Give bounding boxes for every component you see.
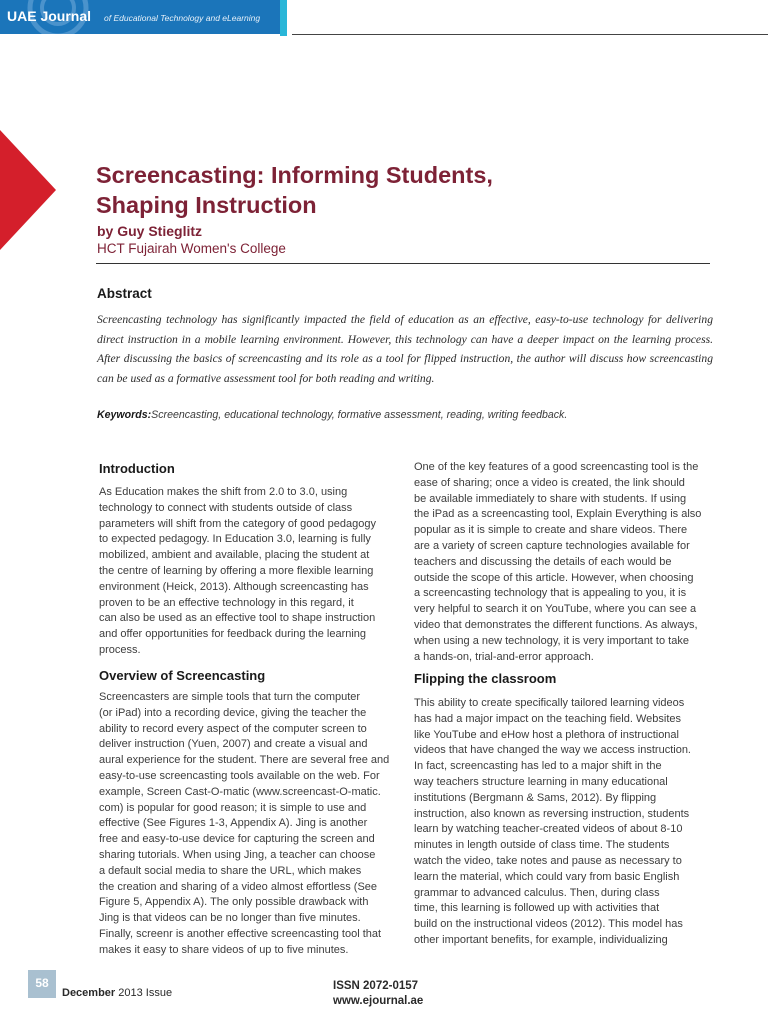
introduction-paragraph: [99, 485, 391, 659]
text-line: This ability to create specifically tailored learning videos: [414, 697, 685, 709]
text-line: parameters will shift from the category of good pedagogy: [99, 517, 376, 530]
text-line: technology to connect with students outside of class: [99, 501, 353, 514]
journal-title: UAE Journal: [7, 8, 92, 24]
text-line: Finally, screenr is another effective screencasting tool that: [99, 927, 382, 940]
article-author: by Guy Stieglitz: [97, 223, 203, 239]
text-line: proven to be an effective technology in this regard, it: [99, 596, 354, 609]
issn-number: ISSN 2072-0157: [333, 980, 419, 992]
issue-date: [62, 987, 172, 999]
text-line: deliver instruction (Yuen, 2007) and create a visual and: [99, 738, 368, 751]
text-line: minutes in length outside of class time. The students: [414, 839, 670, 852]
text-line: watch the video, take notes and pause as necessary to: [414, 854, 682, 867]
journal-header-bar: [0, 0, 280, 34]
text-line: are a variety of screen capture technologies available for: [414, 539, 690, 552]
introduction-heading: Introduction: [99, 461, 175, 476]
text-line: learn the material, which could vary from basic English: [414, 870, 680, 883]
text-line: a hands-on, trial-and-error approach.: [414, 650, 594, 663]
text-line: Screencasters are simple tools that turn the computer: [99, 691, 361, 703]
text-line: has had a major impact on the teaching field. Websites: [414, 712, 682, 725]
text-line: build on the instructional videos (2012). This model has: [414, 918, 683, 931]
title-divider: [96, 263, 710, 264]
header-accent-bar: [280, 0, 287, 36]
text-line: can also be used as an effective tool to shape instruction: [99, 612, 376, 625]
text-line: ability to record every aspect of the computer screen to: [99, 722, 367, 735]
text-line: time, this learning is followed up with activities that: [414, 902, 660, 915]
text-line: effective (See Figures 1-3, Appendix A). Jing is another: [99, 817, 368, 830]
text-line: easy-to-use screencasting tools available on the web. For: [99, 769, 380, 782]
article-title-line-2: Shaping Instruction: [96, 192, 317, 218]
issue-year: 2013 Issue: [115, 987, 173, 999]
article-title: [96, 160, 716, 220]
text-line: a default social media to share the URL, which makes: [99, 864, 362, 877]
text-line: As Education makes the shift from 2.0 to 3.0, using: [99, 486, 348, 498]
text-line: institutions (Bergmann & Sams, 2012). By flipping: [414, 791, 657, 804]
text-line: In fact, screencasting has led to a major shift in the: [414, 760, 662, 773]
keywords-line: [97, 409, 717, 421]
page-number: 58: [35, 976, 49, 990]
text-line: video that demonstrates the different functions. As always,: [414, 618, 698, 631]
text-line: environment (Heick, 2013). Although screencasting has: [99, 580, 369, 593]
text-line: the iPad as a screencasting tool, Explain Everything is also: [414, 508, 702, 521]
flipping-heading: Flipping the classroom: [414, 671, 557, 686]
text-line: mobilized, ambient and available, placing the student at: [99, 549, 370, 562]
text-line: Figure 5, Appendix A). The only possible drawback with: [99, 896, 369, 909]
text-line: process.: [99, 643, 141, 656]
abstract-text: Screencasting technology has significantly impacted the field of education as an effective, easy-to-use technology for delivering direct instruction in a mobile learning environment. However, this technology can have a deeper impact on the learning process. After discussing the basics of screencasting and its role as a tool for flipped instruction, the author will discuss how screencasting can be used as a formative assessment tool for both reading and writing.: [97, 313, 713, 385]
red-triangle-marker: [0, 130, 56, 250]
text-line: and offer opportunities for feedback during the learning: [99, 628, 367, 641]
text-line: Jing is that videos can be no longer than five minutes.: [99, 912, 361, 925]
text-line: instruction, also known as reversing instruction, students: [414, 807, 690, 820]
keywords-text: Screencasting, educational technology, formative assessment, reading, writing feedback.: [151, 409, 568, 421]
text-line: ease of sharing; once a video is created, the link should: [414, 476, 685, 489]
text-line: example, Screen Cast-O-matic (www.screencast-O-matic.: [99, 785, 381, 798]
text-line: to expected pedagogy. In Education 3.0, learning is fully: [99, 533, 371, 546]
text-line: learn by watching teacher-created videos of about 8-10: [414, 823, 683, 836]
text-line: like YouTube and eHow host a plethora of instructional: [414, 728, 679, 741]
journal-subtitle: of Educational Technology and eLearning: [104, 13, 261, 23]
article-title-line-1: Screencasting: Informing Students,: [96, 162, 493, 188]
issue-month: December: [62, 987, 116, 999]
text-line: aural experience for the student. There are several free and: [99, 754, 390, 767]
text-line: makes it easy to share videos of up to five minutes.: [99, 943, 349, 956]
flipping-paragraph: [414, 696, 716, 949]
text-line: teachers and discussing the details of each would be: [414, 555, 672, 568]
keywords-label: Keywords:: [97, 409, 152, 421]
author-affiliation: HCT Fujairah Women's College: [97, 241, 286, 256]
abstract-heading: Abstract: [97, 286, 152, 301]
text-line: be available immediately to share with students. If using: [414, 492, 687, 505]
text-line: other important benefits, for example, individualizing: [414, 933, 668, 946]
text-line: videos that have changed the way we access instruction.: [414, 744, 691, 757]
text-line: way teachers structure learning in many educational: [414, 775, 668, 788]
text-line: com) is popular for good reason; it is simple to use and: [99, 801, 367, 814]
text-line: very helpful to search it on YouTube, where you can see a: [414, 603, 697, 616]
journal-website: www.ejournal.ae: [333, 995, 424, 1007]
text-line: a screencasting technology that is appealing to you, it is: [414, 587, 687, 600]
text-line: grammar to advanced calculus. Then, during class: [414, 886, 660, 899]
header-rule: [292, 34, 768, 35]
text-line: the centre of learning by offering a more flexible learning: [99, 564, 374, 577]
text-line: popular as it is simple to create and share videos. There: [414, 524, 688, 537]
text-line: (or iPad) into a recording device, giving the teacher the: [99, 706, 367, 719]
text-line: when using a new technology, it is very important to take: [414, 634, 689, 647]
overview-heading: Overview of Screencasting: [99, 668, 266, 683]
text-line: free and easy-to-use device for capturing the screen and: [99, 833, 375, 846]
overview-paragraph: [99, 690, 391, 959]
features-paragraph: [414, 460, 716, 665]
text-line: One of the key features of a good screencasting tool is the: [414, 461, 699, 473]
text-line: sharing tutorials. When using Jing, a teacher can choose: [99, 848, 376, 861]
text-line: the creation and sharing of a video almost effortless (See: [99, 880, 378, 893]
text-line: outside the scope of this article. However, when choosing: [414, 571, 694, 584]
